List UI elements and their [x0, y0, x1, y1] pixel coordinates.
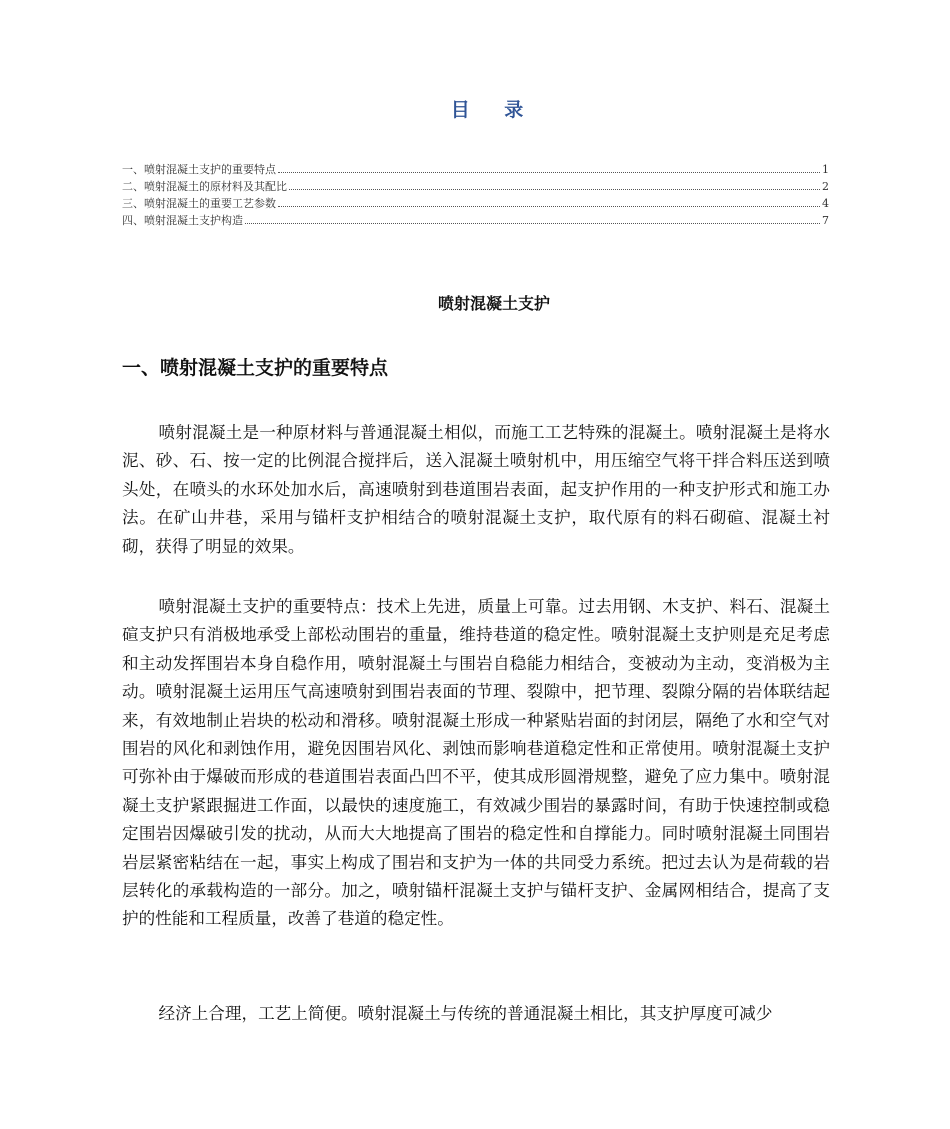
toc-entry[interactable] [122, 177, 829, 194]
body-paragraph: 经济上合理，工艺上简便。喷射混凝土与传统的普通混凝土相比，其支护厚度可减少 [158, 1004, 773, 1023]
toc-entry-text: 二、喷射混凝土的原材料及其配比 [122, 180, 287, 193]
toc-entry-page: 7 [822, 214, 829, 227]
document-title: 喷射混凝土支护 [437, 294, 550, 313]
toc-entry-page: 1 [822, 163, 829, 176]
toc-entry[interactable] [122, 160, 829, 177]
table-of-contents [122, 160, 829, 228]
toc-entry[interactable] [122, 211, 829, 228]
section-heading: 一、喷射混凝土支护的重要特点 [122, 357, 389, 379]
toc-leader-dots [289, 177, 820, 190]
toc-entry-text: 四、喷射混凝土支护构造 [122, 214, 243, 227]
toc-leader-dots [245, 211, 820, 224]
body-paragraph: 喷射混凝土支护的重要特点：技术上先进，质量上可靠。过去用钢、木支护、料石、混凝土碹支护只有消极地承受上部松动围岩的重量，维持巷道的稳定性。喷射混凝土支护则是充足考虑和主动发挥围岩本身自稳作用，喷射混凝土与围岩自稳能力相结合，变被动为主动，变消极为主动。喷射混凝土运用压气高速喷射到围岩表面的节理、裂隙中，把节理、裂隙分隔的岩体联结起来，有效地制止岩块的松动和滑移。喷射混凝土形成一种紧贴岩面的封闭层，隔绝了水和空气对围岩的风化和剥蚀作用，避免因围岩风化、剥蚀而影响巷道稳定性和正常使用。喷射混凝土支护可弥补由于爆破而形成的巷道围岩表面凸凹不平，使其成形圆滑规整，避免了应力集中。喷射混凝土支护紧跟掘进工作面，以最快的速度施工，有效减少围岩的暴露时间，有助于快速控制或稳定围岩因爆破引发的扰动，从而大大地提高了围岩的稳定性和自撑能力。同时喷射混凝土同围岩岩层紧密粘结在一起，事实上构成了围岩和支护为一体的共同受力系统。把过去认为是荷载的岩层转化的承载构造的一部分。加之，喷射锚杆混凝土支护与锚杆支护、金属网相结合，提高了支护的性能和工程质量，改善了巷道的稳定性。 [122, 597, 830, 929]
body-paragraph: 喷射混凝土是一种原材料与普通混凝土相似，而施工工艺特殊的混凝土。喷射混凝土是将水泥、砂、石、按一定的比例混合搅拌后，送入混凝土喷射机中，用压缩空气将干拌合料压送到喷头处，在喷头的水环处加水后，高速喷射到巷道围岩表面，起支护作用的一种支护形式和施工办法。在矿山井巷，采用与锚杆支护相结合的喷射混凝土支护，取代原有的料石砌碹、混凝土衬砌，获得了明显的效果。 [122, 423, 830, 556]
toc-heading: 目 录 [450, 99, 538, 121]
toc-leader-dots [278, 160, 820, 173]
toc-entry-page: 4 [822, 197, 829, 210]
toc-entry-text: 一、喷射混凝土支护的重要特点 [122, 163, 276, 176]
toc-entry[interactable] [122, 194, 829, 211]
toc-entry-text: 三、喷射混凝土的重要工艺参数 [122, 197, 276, 210]
toc-leader-dots [278, 194, 820, 207]
toc-entry-page: 2 [822, 180, 829, 193]
